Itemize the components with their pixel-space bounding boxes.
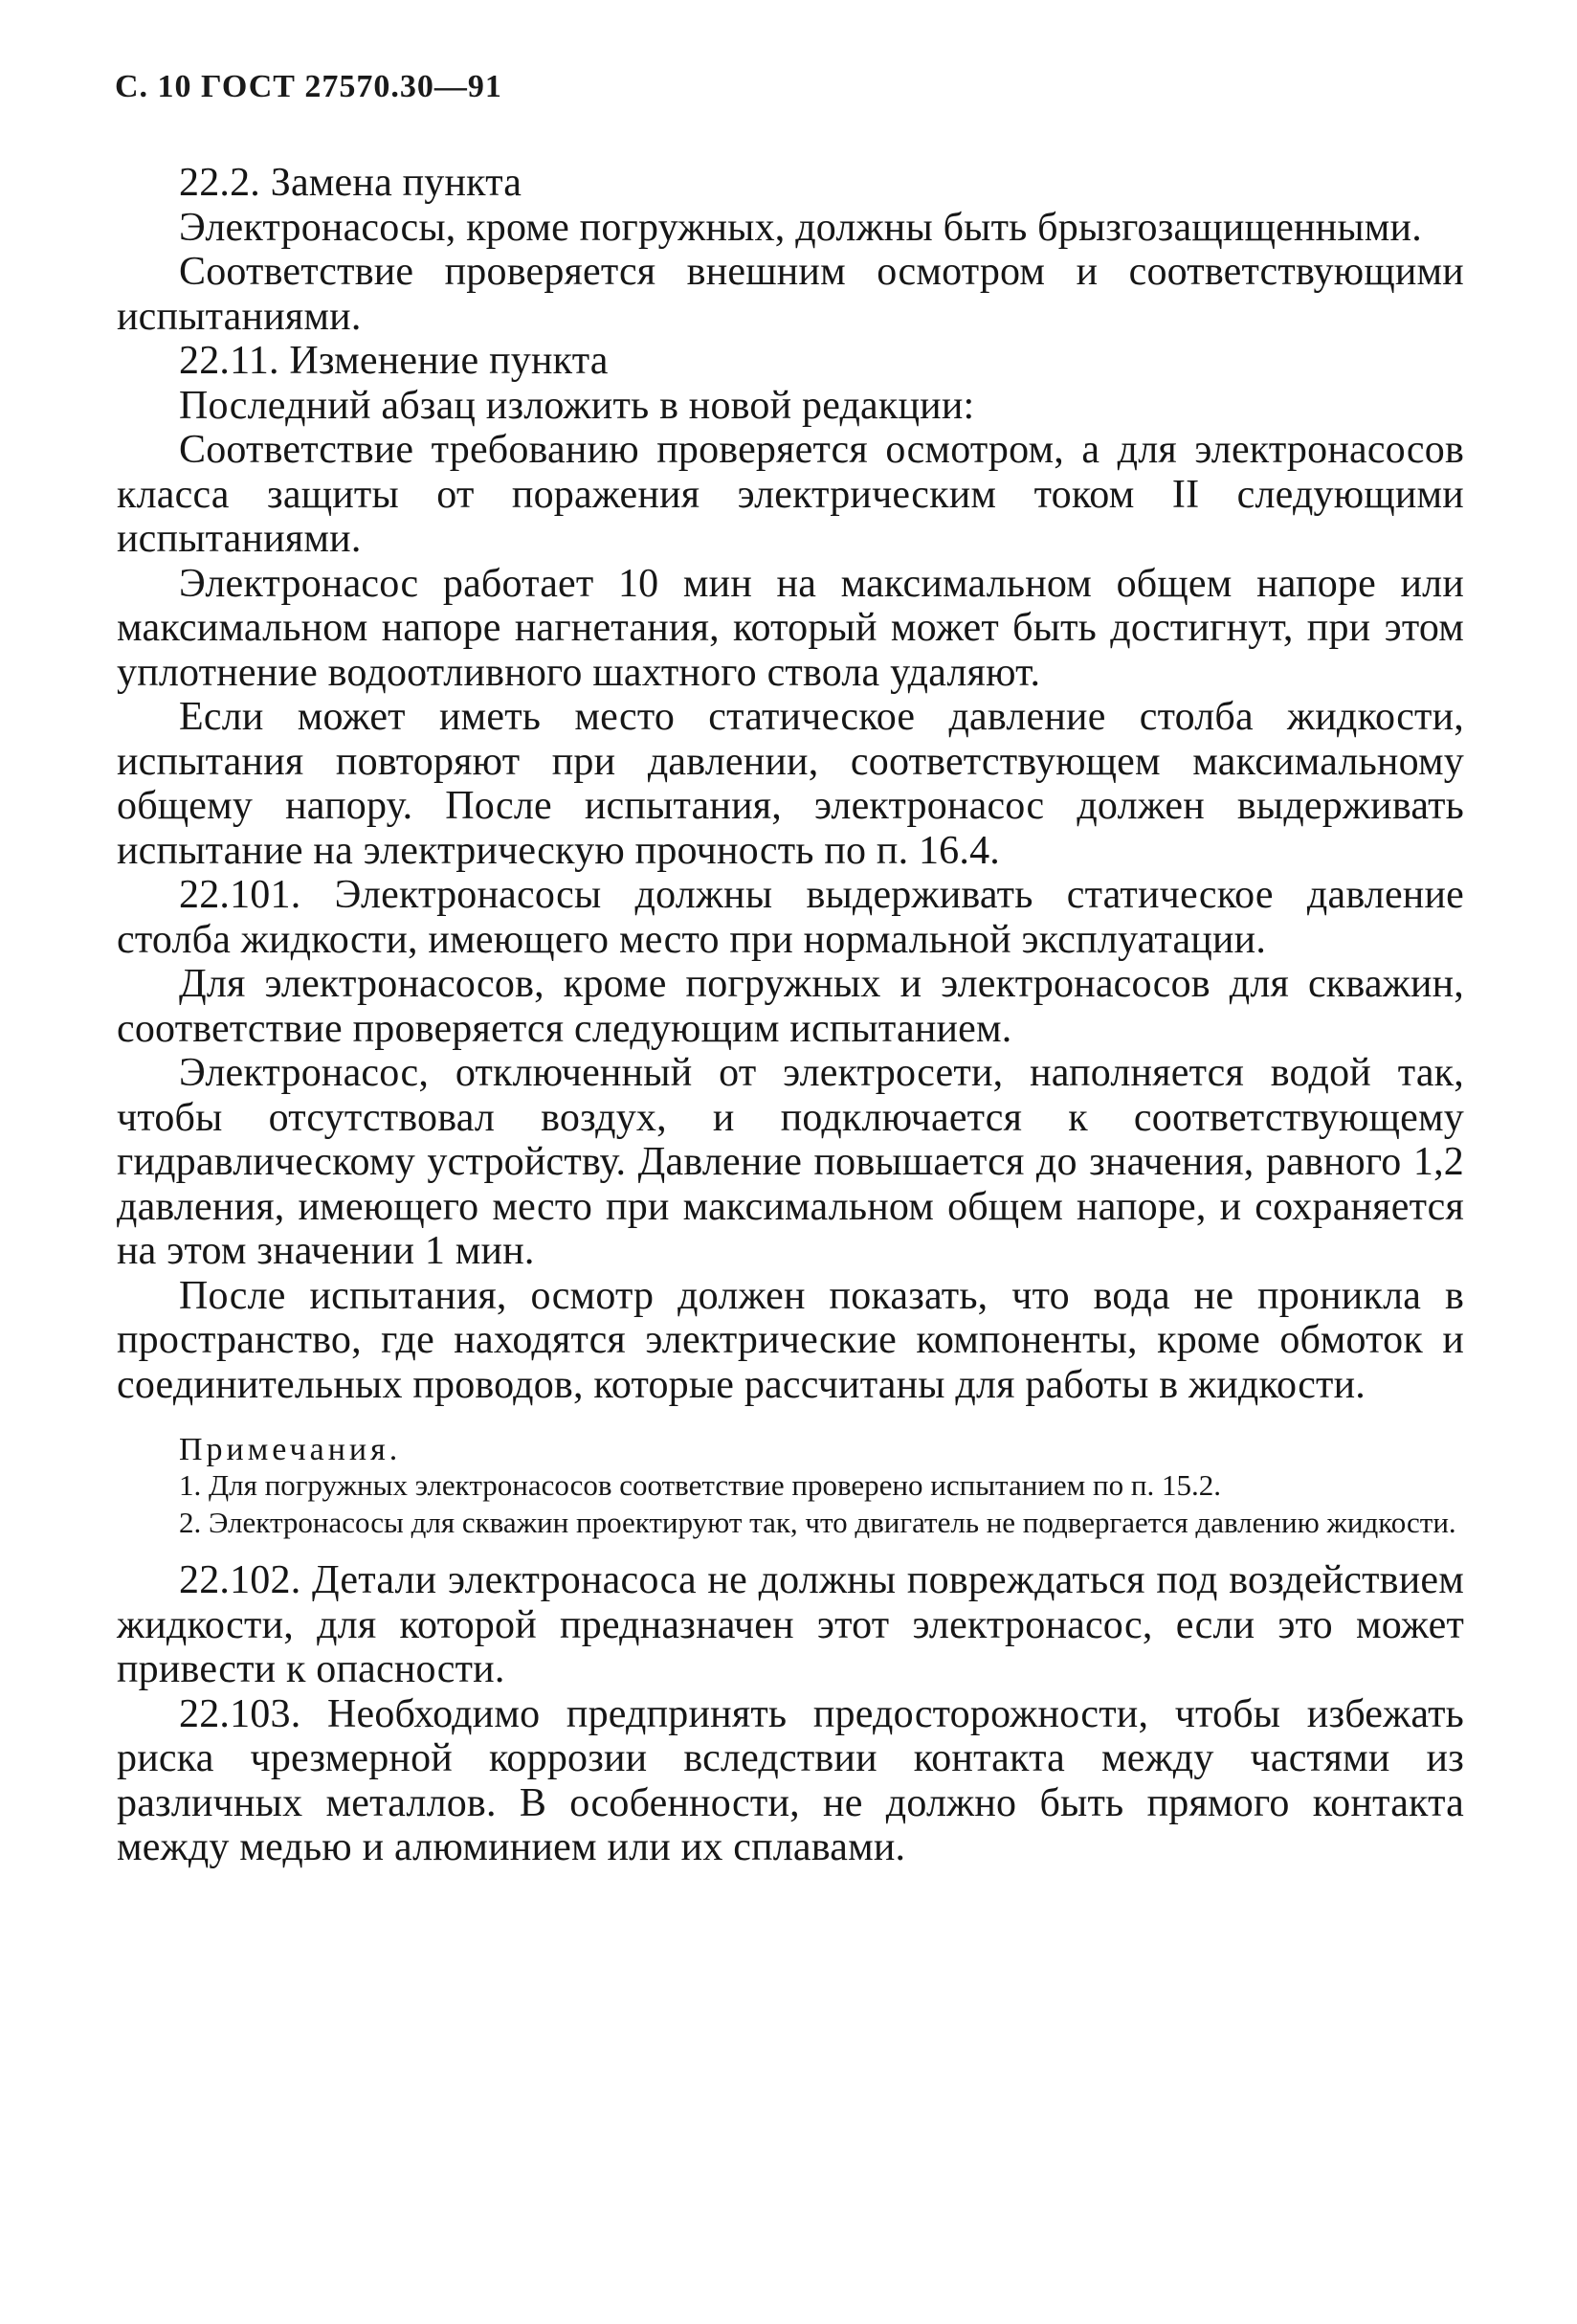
note-item: 1. Для погружных электронасосов соответствие проверено испытанием по п. 15.2. bbox=[179, 1468, 1221, 1502]
clause-22-11-heading: 22.11. Изменение пункта bbox=[179, 339, 609, 383]
paragraph: Электронасосы, кроме погружных, должны быть брызгозащищенными. bbox=[179, 205, 1422, 250]
document-body bbox=[117, 161, 1464, 1870]
notes-title: Примечания. bbox=[179, 1432, 402, 1467]
paragraph: Если может иметь место статическое давление столба жидкости, испытания повторяют при давлении, соответствующем максимальному общему напору. После испытания, электронасос должен выдерживать испытание на электрическую прочность по п. 16.4. bbox=[117, 695, 1464, 873]
paragraph: Электронасос, отключенный от электросети, наполняется водой так, чтобы отсутствовал воздух, и подключается к соответствующему гидравлическому устройству. Давление повышается до значения, равного 1,2 давления, имеющего место при максимальном общем напоре, и сохраняется на этом значении 1 мин. bbox=[117, 1051, 1464, 1273]
paragraph: Последний абзац изложить в новой редакции: bbox=[179, 383, 975, 428]
clause-22-103: 22.103. Необходимо предпринять предосторожности, чтобы избежать риска чрезмерной коррозии вследствии контакта между частями из различных металлов. В особенности, не должно быть прямого контакта между медью и алюминием или их сплавами. bbox=[117, 1691, 1464, 1869]
paragraph: После испытания, осмотр должен показать, что вода не проникла в пространство, где находятся электрические компоненты, кроме обмоток и соединительных проводов, которые рассчитаны для работы в жидкости. bbox=[117, 1273, 1464, 1407]
paragraph: Соответствие требованию проверяется осмотром, а для электронасосов класса защиты от поражения электрическим током II следующими испытаниями. bbox=[117, 428, 1464, 561]
note-item: 2. Электронасосы для скважин проектируют так, что двигатель не подвергается давлению жидкости. bbox=[179, 1506, 1456, 1539]
page-header: С. 10 ГОСТ 27570.30—91 bbox=[115, 69, 502, 104]
clause-22-102: 22.102. Детали электронасоса не должны повреждаться под воздействием жидкости, для которой предназначен этот электронасос, если это может привести к опасности. bbox=[117, 1558, 1464, 1691]
paragraph: Электронасос работает 10 мин на максимальном общем напоре или максимальном напоре нагнетания, который может быть достигнут, при этом уплотнение водоотливного шахтного ствола удаляют. bbox=[117, 561, 1464, 695]
notes-block bbox=[117, 1432, 1464, 1539]
clause-22-101: 22.101. Электронасосы должны выдерживать статическое давление столба жидкости, имеющего место при нормальной эксплуатации. bbox=[117, 873, 1464, 962]
paragraph: Соответствие проверяется внешним осмотром и соответствующими испытаниями. bbox=[117, 250, 1464, 339]
clause-22-2-heading: 22.2. Замена пункта bbox=[179, 161, 522, 205]
paragraph: Для электронасосов, кроме погружных и электронасосов для скважин, соответствие проверяется следующим испытанием. bbox=[117, 962, 1464, 1051]
